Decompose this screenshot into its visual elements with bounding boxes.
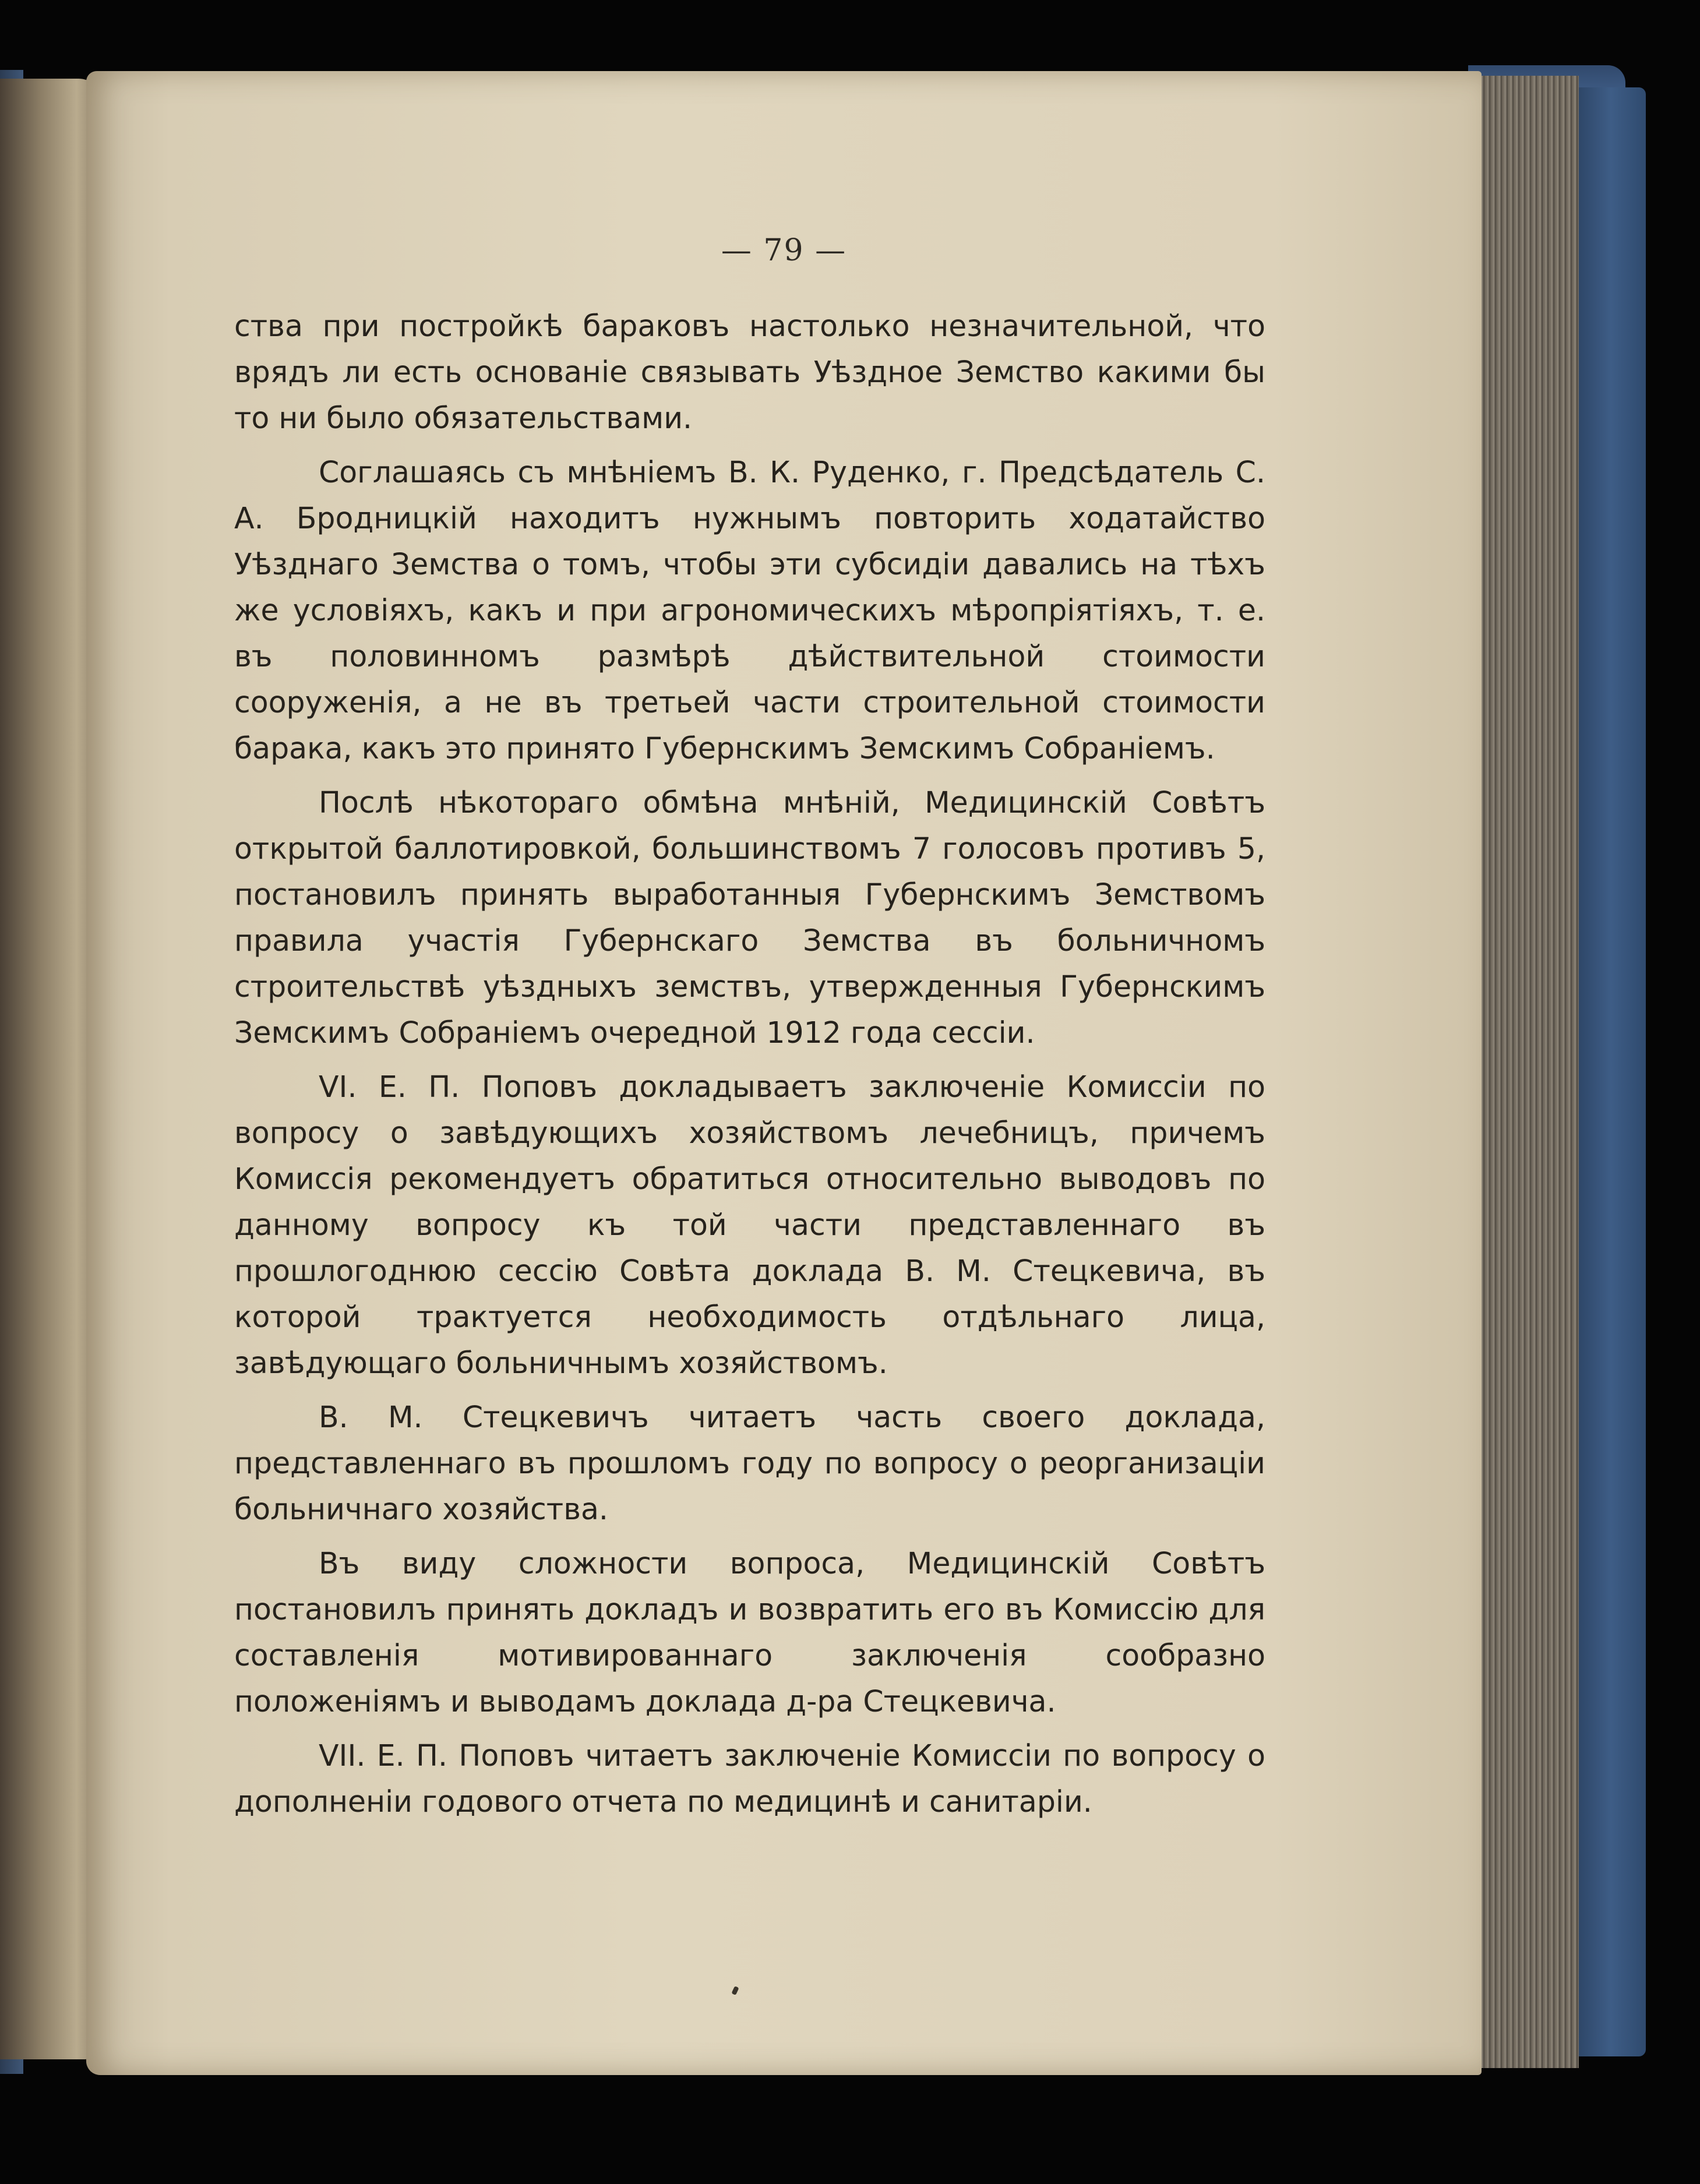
paragraph: Соглашаясь съ мнѣніемъ В. К. Руденко, г. Предсѣдатель С. А. Бродницкій находитъ нужнымъ повторить ходатайство Уѣзднаго Земства о томъ, чтобы эти субсидіи давались на тѣхъ же условіяхъ, какъ и при агрономическихъ мѣропріятіяхъ, т. е. въ половинномъ размѣрѣ дѣйствительной стоимости сооруженія, а не въ третьей части строительной стоимости барака, какъ это принято Губернскимъ Земскимъ Собраніемъ. [234, 455, 1265, 765]
paragraph: Въ виду сложности вопроса, Медицинскій Совѣтъ постановилъ принять докладъ и возвратить его въ Комиссію для составленія мотивированнаго заключенія сообразно положеніямъ и выводамъ доклада д-ра Стецкевича. [234, 1546, 1265, 1719]
paragraph: Послѣ нѣкотораго обмѣна мнѣній, Медицинскій Совѣтъ открытой баллотировкой, большинствомъ 7 голосовъ противъ 5, постановилъ принять выработанныя Губернскимъ Земствомъ правила участія Губернскаго Земства въ больничномъ строительствѣ уѣздныхъ земствъ, утвержденныя Губернскимъ Земскимъ Собраніемъ очередной 1912 года сессіи. [234, 785, 1265, 1050]
paragraph: VI. Е. П. Поповъ докладываетъ заключеніе Комиссіи по вопросу о завѣдующихъ хозяйствомъ лечебницъ, причемъ Комиссія рекомендуетъ обратиться относительно выводовъ по данному вопросу къ той части представленнаго въ прошлогоднюю сессію Совѣта доклада В. М. Стецкевича, въ которой трактуется необходимость отдѣльнаго лица, завѣдующаго больничнымъ хозяйствомъ. [234, 1070, 1265, 1380]
paragraph: В. М. Стецкевичъ читаетъ часть своего доклада, представленнаго въ прошломъ году по вопросу о реорганизаціи больничнаго хозяйства. [234, 1400, 1265, 1526]
page-text [234, 303, 1265, 1833]
page-number: — 79 — [721, 233, 847, 268]
page-stack-edge [1474, 76, 1579, 2068]
right-book-cover [1576, 87, 1646, 2056]
paragraph: ства при постройкѣ бараковъ настолько незначительной, что врядъ ли есть основаніе связывать Уѣздное Земство какими бы то ни было обязательствами. [234, 309, 1265, 435]
paragraph: VII. Е. П. Поповъ читаетъ заключеніе Комиссіи по вопросу о дополненіи годового отчета по медицинѣ и санитаріи. [234, 1738, 1265, 1819]
